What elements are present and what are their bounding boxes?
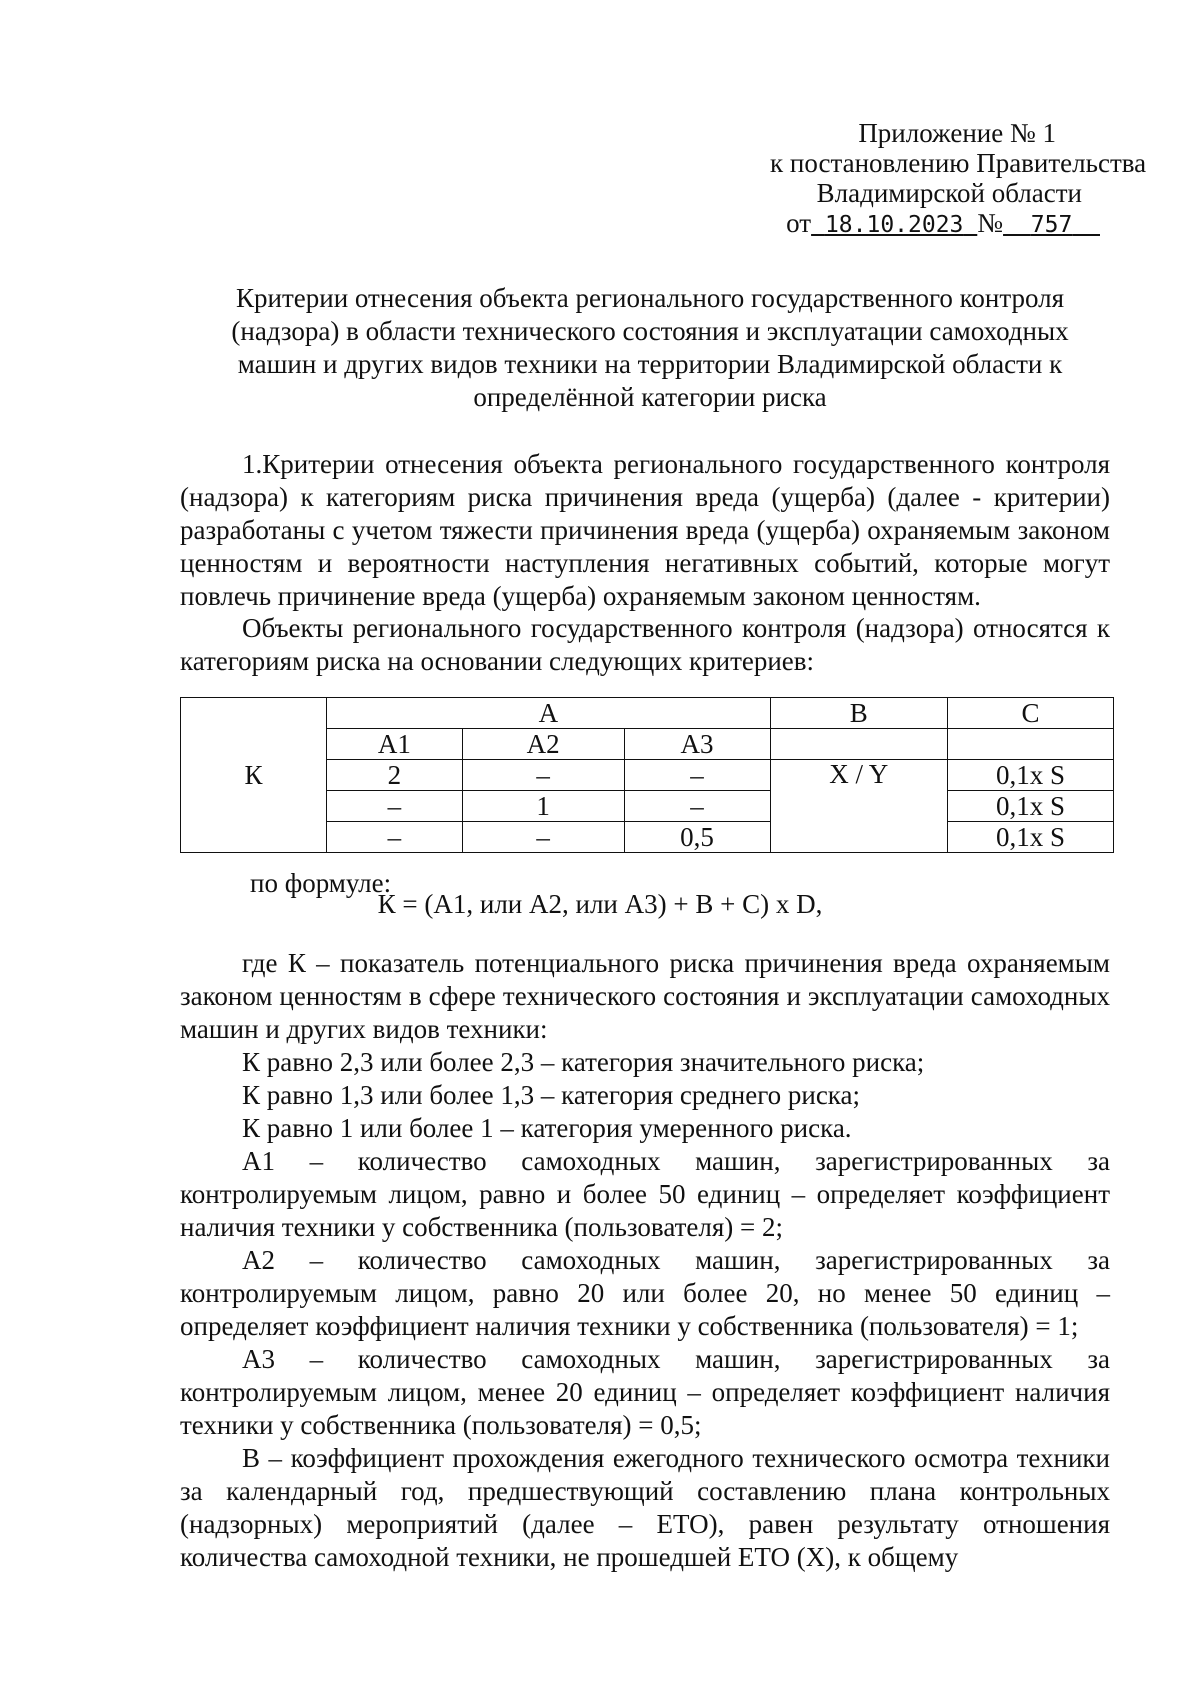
table-cell: – bbox=[624, 791, 770, 822]
a1-definition: А1 – количество самоходных машин, зарегистрированных за контролируемым лицом, равно и более 50 единиц – определяет коэффициент наличия техники у собственника (пользователя) = 2; bbox=[180, 1146, 1110, 1242]
empty-cell bbox=[770, 729, 947, 760]
table-cell: 1 bbox=[462, 791, 624, 822]
paragraph-criteria: 1.Критерии отнесения объекта регионального государственного контроля (надзора) к категориям риска причинения вреда (ущерба) (далее - критерии) разработаны с учетом тяжести причинения вреда (ущерба) охраняемым законом ценностям и вероятности наступления негативных событий, которые могут повлечь причинение вреда (ущерба) охраняемым законом ценностям. bbox=[180, 449, 1110, 611]
k-category-medium: К равно 1,3 или более 1,3 – категория среднего риска; bbox=[242, 1080, 860, 1110]
definitions-block bbox=[180, 947, 1110, 1574]
appendix-number: Приложение № 1 bbox=[858, 118, 1056, 148]
empty-cell bbox=[948, 729, 1114, 760]
title-line: машин и других видов техники на территории Владимирской области к bbox=[237, 349, 1063, 379]
header-a2: А2 bbox=[462, 729, 624, 760]
k-category-significant: К равно 2,3 или более 2,3 – категория значительного риска; bbox=[242, 1047, 925, 1077]
formula-label: по формуле: bbox=[250, 868, 392, 898]
header-b: В bbox=[770, 698, 947, 729]
table-cell: 0,1х S bbox=[948, 760, 1114, 791]
paragraph-objects: Объекты регионального государственного контроля (надзора) относятся к категориям риска на основании следующих критериев: bbox=[180, 613, 1110, 676]
appendix-header bbox=[770, 118, 1147, 240]
a2-definition: А2 – количество самоходных машин, зарегистрированных за контролируемым лицом, равно 20 или более 20, но менее 50 единиц – определяет коэффициент наличия техники у собственника (пользователя) = 1; bbox=[180, 1245, 1110, 1341]
header-a1: А1 bbox=[327, 729, 463, 760]
appendix-region: Владимирской области bbox=[816, 178, 1082, 208]
k-category-moderate: К равно 1 или более 1 – категория умеренного риска. bbox=[242, 1113, 852, 1143]
title-line: Критерии отнесения объекта регионального государственного контроля bbox=[236, 283, 1064, 313]
header-a3: А3 bbox=[624, 729, 770, 760]
k-definition: где К – показатель потенциального риска причинения вреда охраняемым законом ценностям в сфере технического состояния и эксплуатации самоходных машин и других видов техники: bbox=[180, 948, 1110, 1044]
criteria-table bbox=[180, 697, 1114, 853]
table-cell: – bbox=[462, 822, 624, 853]
table-cell: – bbox=[624, 760, 770, 791]
appendix-resolution: к постановлению Правительства bbox=[770, 148, 1147, 178]
cell-k: К bbox=[181, 698, 327, 853]
table-cell: – bbox=[327, 822, 463, 853]
formula: К = (А1, или А2, или А3) + В + С) х D, bbox=[377, 889, 823, 919]
header-a: А bbox=[327, 698, 771, 729]
resolution-date: 18.10.2023 bbox=[824, 212, 964, 238]
document-title bbox=[190, 282, 1110, 414]
table-cell: 0,1х S bbox=[948, 822, 1114, 853]
table-cell: 0,5 bbox=[624, 822, 770, 853]
table-cell: 2 bbox=[327, 760, 463, 791]
resolution-number: 757 bbox=[1030, 212, 1073, 238]
header-c: С bbox=[948, 698, 1114, 729]
appendix-date-line bbox=[770, 208, 1100, 240]
title-line: определённой категории риска bbox=[473, 382, 827, 412]
number-sign: № bbox=[977, 208, 1004, 238]
table-cell: – bbox=[327, 791, 463, 822]
table-cell: 0,1х S bbox=[948, 791, 1114, 822]
title-line: (надзора) в области технического состояния и эксплуатации самоходных bbox=[231, 316, 1069, 346]
a3-definition: А3 – количество самоходных машин, зарегистрированных за контролируемым лицом, менее 20 единиц – определяет коэффициент наличия техники у собственника (пользователя) = 0,5; bbox=[180, 1344, 1110, 1440]
table-cell: – bbox=[462, 760, 624, 791]
cell-b-value: X / Y bbox=[770, 760, 947, 853]
date-prefix: от bbox=[786, 208, 812, 238]
b-definition: В – коэффициент прохождения ежегодного технического осмотра техники за календарный год, предшествующий составлению плана контрольных (надзорных) мероприятий (далее – ЕТО), равен результату отношения количества самоходной техники, не прошедшей ЕТО (Х), к общему bbox=[180, 1443, 1110, 1572]
